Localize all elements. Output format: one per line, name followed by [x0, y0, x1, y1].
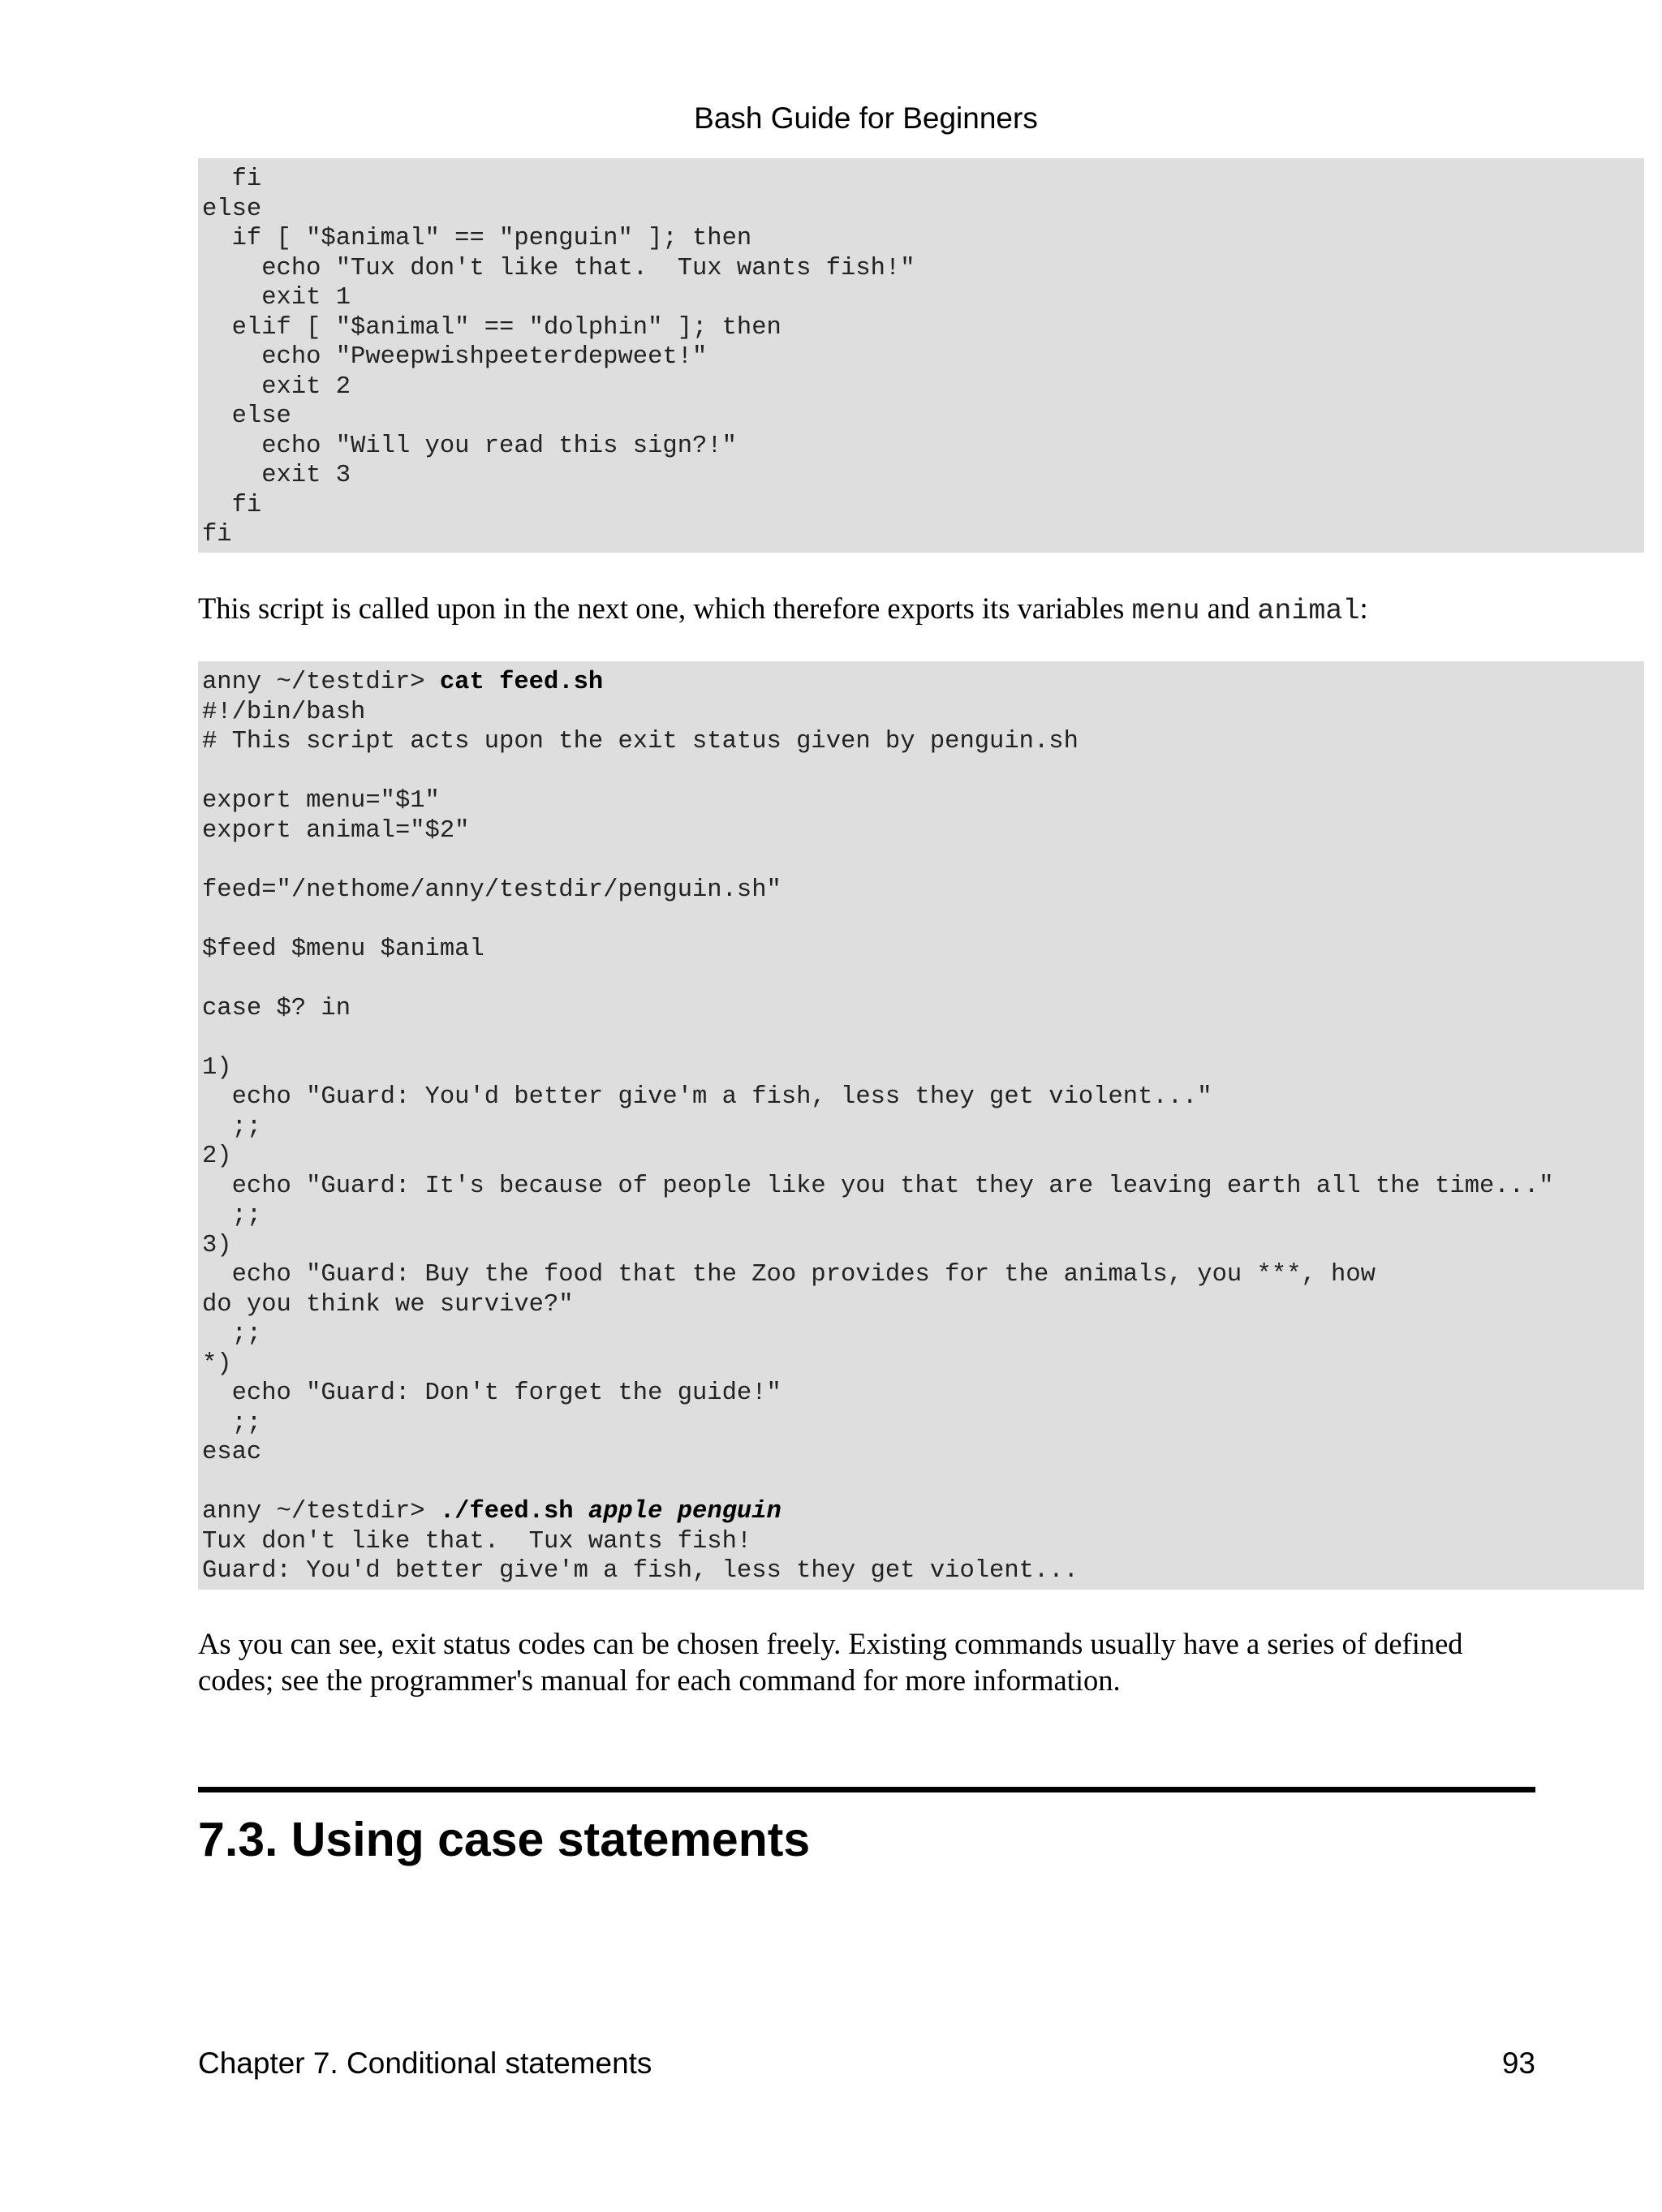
code-line: ;; — [202, 1112, 262, 1141]
code-block-feed-script — [198, 661, 1644, 1590]
code-line: ;; — [202, 1320, 262, 1348]
code-line: echo "Guard: It's because of people like you that they are leaving earth all the time..." — [202, 1172, 1554, 1200]
paragraph-text: This script is called upon in the next one, which therefore exports its variables — [198, 592, 1132, 625]
code-line: $feed $menu $animal — [202, 935, 484, 963]
code-line: echo "Will you read this sign?!" — [202, 432, 737, 460]
code-line: 3) — [202, 1231, 232, 1259]
code-line: ;; — [202, 1409, 262, 1437]
shell-command-args: apple penguin — [588, 1498, 781, 1526]
code-line: # This script acts upon the exit status given by penguin.sh — [202, 728, 1079, 755]
command-output — [202, 1528, 1079, 1586]
running-header: Bash Guide for Beginners — [694, 101, 1038, 135]
code-line: else — [202, 195, 262, 223]
code-line: echo "Tux don't like that. Tux wants fish!" — [202, 254, 915, 282]
shell-command: ./feed.sh — [439, 1498, 574, 1526]
shell-prompt: anny ~/testdir> — [202, 669, 440, 696]
code-line: exit 1 — [202, 284, 351, 312]
code-line: echo "Guard: Don't forget the guide!" — [202, 1379, 781, 1407]
variable-animal: animal — [1257, 595, 1360, 627]
code-line: exit 2 — [202, 372, 351, 401]
code-line: echo "Guard: Buy the food that the Zoo provides for the animals, you ***, how — [202, 1261, 1376, 1289]
code-line: fi — [202, 491, 262, 519]
code-line: export animal="$2" — [202, 816, 470, 845]
code-line: echo "Guard: You'd better give'm a fish, less they get violent..." — [202, 1083, 1212, 1111]
paragraph-exit-status-codes: As you can see, exit status codes can be chosen freely. Existing commands usually have a series of defined codes; see the programmer's manual for each command for more information. — [198, 1627, 1463, 1697]
code-line: fi — [202, 521, 232, 549]
code-line: exit 3 — [202, 462, 351, 489]
code-line: *) — [202, 1349, 232, 1378]
code-line: 1) — [202, 1053, 232, 1082]
output-line: Tux don't like that. Tux wants fish! — [202, 1527, 752, 1556]
footer-chapter: Chapter 7. Conditional statements — [198, 2046, 652, 2080]
code-line: elif [ "$animal" == "dolphin" ]; then — [202, 313, 781, 342]
variable-menu: menu — [1131, 595, 1200, 627]
code-line: export menu="$1" — [202, 787, 440, 815]
code-line: case $? in — [202, 994, 351, 1022]
section-title: 7.3. Using case statements — [198, 1813, 811, 1866]
page-number: 93 — [1501, 2046, 1535, 2080]
section-divider — [198, 1787, 1535, 1792]
code-line: else — [202, 402, 291, 430]
code-line: if [ "$animal" == "penguin" ]; then — [202, 225, 752, 252]
shell-command: cat feed.sh — [439, 669, 604, 696]
script-listing — [202, 699, 1554, 1467]
paragraph-text: and — [1199, 592, 1258, 625]
paragraph-exports-intro — [198, 590, 1545, 630]
code-line: esac — [202, 1439, 262, 1466]
code-line: fi — [202, 166, 262, 193]
paragraph-text: : — [1359, 592, 1368, 625]
code-line: ;; — [202, 1202, 262, 1229]
code-line: do you think we survive?" — [202, 1290, 574, 1319]
code-line: #!/bin/bash — [202, 698, 366, 726]
code-block-penguin-script — [198, 158, 1644, 553]
code-line: 2) — [202, 1143, 232, 1170]
output-line: Guard: You'd better give'm a fish, less they get violent... — [202, 1557, 1079, 1585]
code-line: echo "Pweepwishpeeterdepweet!" — [202, 343, 708, 371]
code-line: feed="/nethome/anny/testdir/penguin.sh" — [202, 876, 781, 904]
shell-prompt: anny ~/testdir> — [202, 1498, 440, 1526]
